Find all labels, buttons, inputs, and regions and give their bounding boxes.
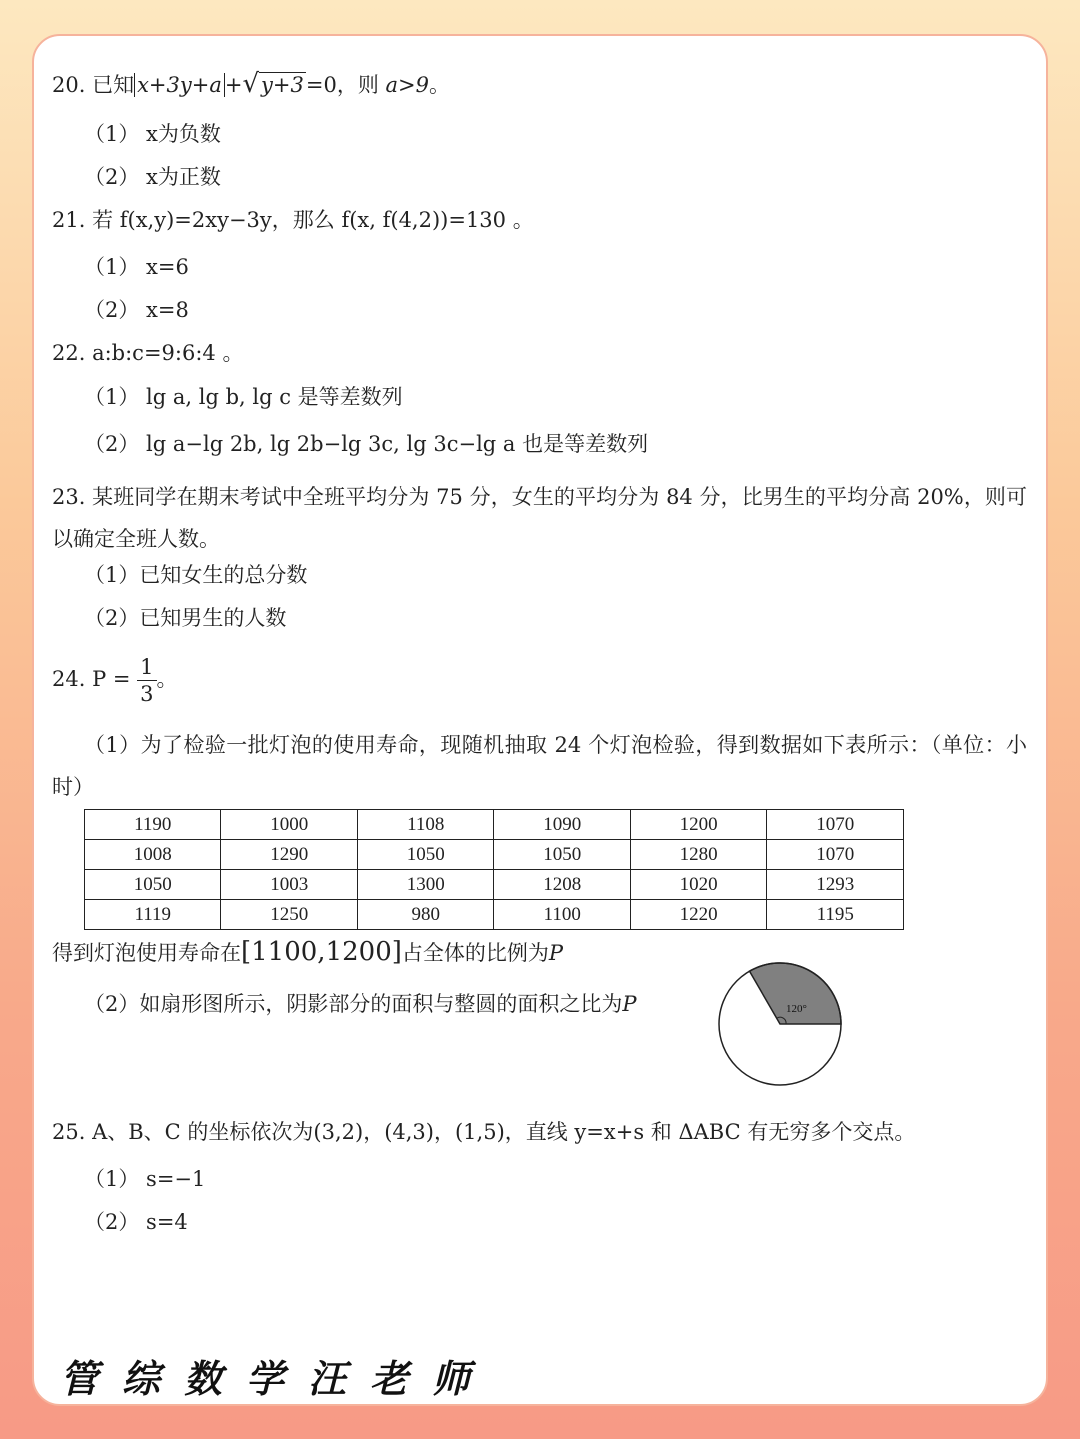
q20-sqrt-expr: y+3	[261, 73, 304, 97]
table-cell: 1119	[85, 900, 221, 930]
table-cell: 1250	[221, 900, 357, 930]
q24-p: P	[548, 941, 564, 965]
lifespan-table	[84, 809, 904, 930]
q20-stem: 20. 已知 x+3y+a +√y+3=0，则 a>9。	[52, 69, 451, 99]
q22-condition-1: （1） lg a, lg b, lg c 是等差数列	[84, 385, 403, 409]
q21-condition-1: （1） x=6	[84, 255, 189, 279]
q20-abs-expr: x+3y+a	[137, 73, 222, 97]
table-cell: 1070	[767, 840, 904, 870]
table-cell: 1050	[494, 840, 630, 870]
q25-condition-2: （2） s=4	[84, 1210, 188, 1234]
q21-condition-2: （2） x=8	[84, 298, 189, 322]
q24-result	[52, 937, 563, 968]
table-row	[85, 900, 904, 930]
q24-stem	[52, 650, 178, 708]
q24-result-text-b: 占全体的比例为	[401, 941, 549, 965]
signature: 管综数学汪老师	[60, 1356, 495, 1401]
table-cell: 1208	[494, 870, 630, 900]
table-row	[85, 840, 904, 870]
table-cell: 1190	[85, 810, 221, 840]
table-cell: 1070	[767, 810, 904, 840]
table-cell: 1108	[357, 810, 493, 840]
q21-stem: 21. 若 f(x,y)=2xy−3y，那么 f(x, f(4,2))=130 。	[52, 208, 534, 232]
q22-stem: 22. a:b:c=9:6:4 。	[52, 341, 244, 365]
table-cell: 1100	[494, 900, 630, 930]
q24-fraction	[137, 654, 156, 707]
q20-condition-1: （1） x为负数	[84, 122, 221, 146]
lifespan-table-body	[85, 810, 904, 930]
table-cell: 1290	[221, 840, 357, 870]
q24-denominator: 3	[140, 682, 154, 706]
q23-condition-1: （1）已知女生的总分数	[84, 563, 308, 587]
q24-end: 。	[156, 667, 178, 691]
table-cell: 1090	[494, 810, 630, 840]
table-cell: 980	[357, 900, 493, 930]
q25-stem: 25. A、B、C 的坐标依次为(3,2)，(4,3)，(1,5)，直线 y=x+s 和 ΔABC 有无穷多个交点。	[52, 1120, 916, 1144]
table-cell: 1280	[630, 840, 766, 870]
table-cell: 1220	[630, 900, 766, 930]
q20-abs	[134, 73, 225, 97]
q22-condition-2: （2） lg a−lg 2b, lg 2b−lg 3c, lg 3c−lg a 也是等差数列	[84, 432, 649, 456]
q20-end: 。	[429, 73, 451, 97]
q24-result-text-a: 得到灯泡使用寿命在	[52, 941, 241, 965]
table-cell: 1003	[221, 870, 357, 900]
q20-sqrt	[259, 72, 306, 97]
q24-interval: [1100,1200]	[241, 937, 402, 967]
table-row	[85, 870, 904, 900]
q20-label: 20. 已知	[52, 73, 135, 97]
table-cell: 1293	[767, 870, 904, 900]
q24-label: 24. P =	[52, 667, 131, 691]
question-card	[32, 34, 1048, 1406]
q24-condition-2-text: （2）如扇形图所示，阴影部分的面积与整圆的面积之比为	[84, 992, 623, 1016]
table-cell: 1020	[630, 870, 766, 900]
table-cell: 1050	[85, 870, 221, 900]
table-cell: 1200	[630, 810, 766, 840]
table-cell: 1050	[357, 840, 493, 870]
q23-stem: 23. 某班同学在期末考试中全班平均分为 75 分，女生的平均分为 84 分，比男生的平均分高 20%，则可以确定全班人数。	[52, 485, 1027, 551]
angle-label: 120°	[786, 1003, 807, 1015]
q24-p-2: P	[622, 992, 637, 1016]
table-cell: 1195	[767, 900, 904, 930]
pie-chart	[716, 958, 844, 1090]
q24-condition-2	[84, 989, 637, 1019]
q25-condition-1: （1） s=−1	[84, 1167, 206, 1191]
q20-condition-2: （2） x为正数	[84, 165, 221, 189]
q20-eq: =0，则	[305, 73, 379, 97]
table-row	[85, 810, 904, 840]
table-cell: 1008	[85, 840, 221, 870]
q24-condition-1: （1）为了检验一批灯泡的使用寿命，现随机抽取 24 个灯泡检验，得到数据如下表所示：（单位：小时）	[52, 733, 1027, 799]
q20-cond: a>9	[385, 73, 430, 97]
q24-numerator: 1	[137, 654, 156, 681]
table-cell: 1300	[357, 870, 493, 900]
table-cell: 1000	[221, 810, 357, 840]
q23-condition-2: （2）已知男生的人数	[84, 606, 287, 630]
